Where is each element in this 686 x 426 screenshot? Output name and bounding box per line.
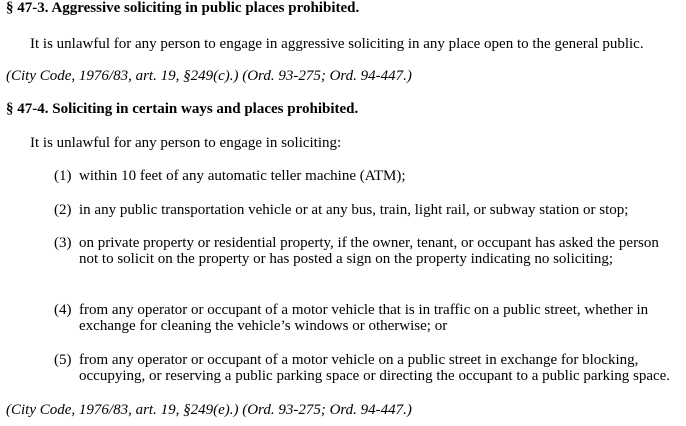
section-history-47-3: (City Code, 1976/83, art. 19, §249(c).) (Ord. 93-275; Ord. 94-447.) [6,68,412,84]
list-item [54,235,680,267]
list-item-text: within 10 feet of any automatic teller machine (ATM); [79,168,406,184]
list-item [54,302,680,334]
section-intro-47-4: It is unlawful for any person to engage in soliciting: [30,135,342,151]
list-item-number: (3) [54,235,72,251]
section-heading-47-3: § 47-3. Aggressive soliciting in public places prohibited. [6,0,360,16]
list-item-number: (4) [54,302,72,318]
section-body-47-3: It is unlawful for any person to engage in aggressive soliciting in any place open to the general public. [30,36,644,52]
list-item [54,168,680,184]
list-item-text: from any operator or occupant of a motor vehicle on a public street in exchange for blocking, occupying, or reserving a public parking space or directing the occupant to a public parking space. [79,352,671,384]
list-item-text: from any operator or occupant of a motor vehicle that is in traffic on a public street, whether in exchange for cleaning the vehicle’s windows or otherwise; or [79,302,649,334]
list-item [54,352,680,384]
section-heading-47-4: § 47-4. Soliciting in certain ways and places prohibited. [6,101,359,117]
list-item-number: (1) [54,168,72,184]
section-history-47-4: (City Code, 1976/83, art. 19, §249(e).) (Ord. 93-275; Ord. 94-447.) [6,402,412,418]
list-item-number: (2) [54,202,72,218]
list-item-text: on private property or residential property, if the owner, tenant, or occupant has asked the person not to solicit on the property or has posted a sign on the property indicating no soliciting; [79,235,659,267]
list-item [54,202,680,218]
list-item-number: (5) [54,352,72,368]
list-item-text: in any public transportation vehicle or at any bus, train, light rail, or subway station or stop; [79,202,629,218]
